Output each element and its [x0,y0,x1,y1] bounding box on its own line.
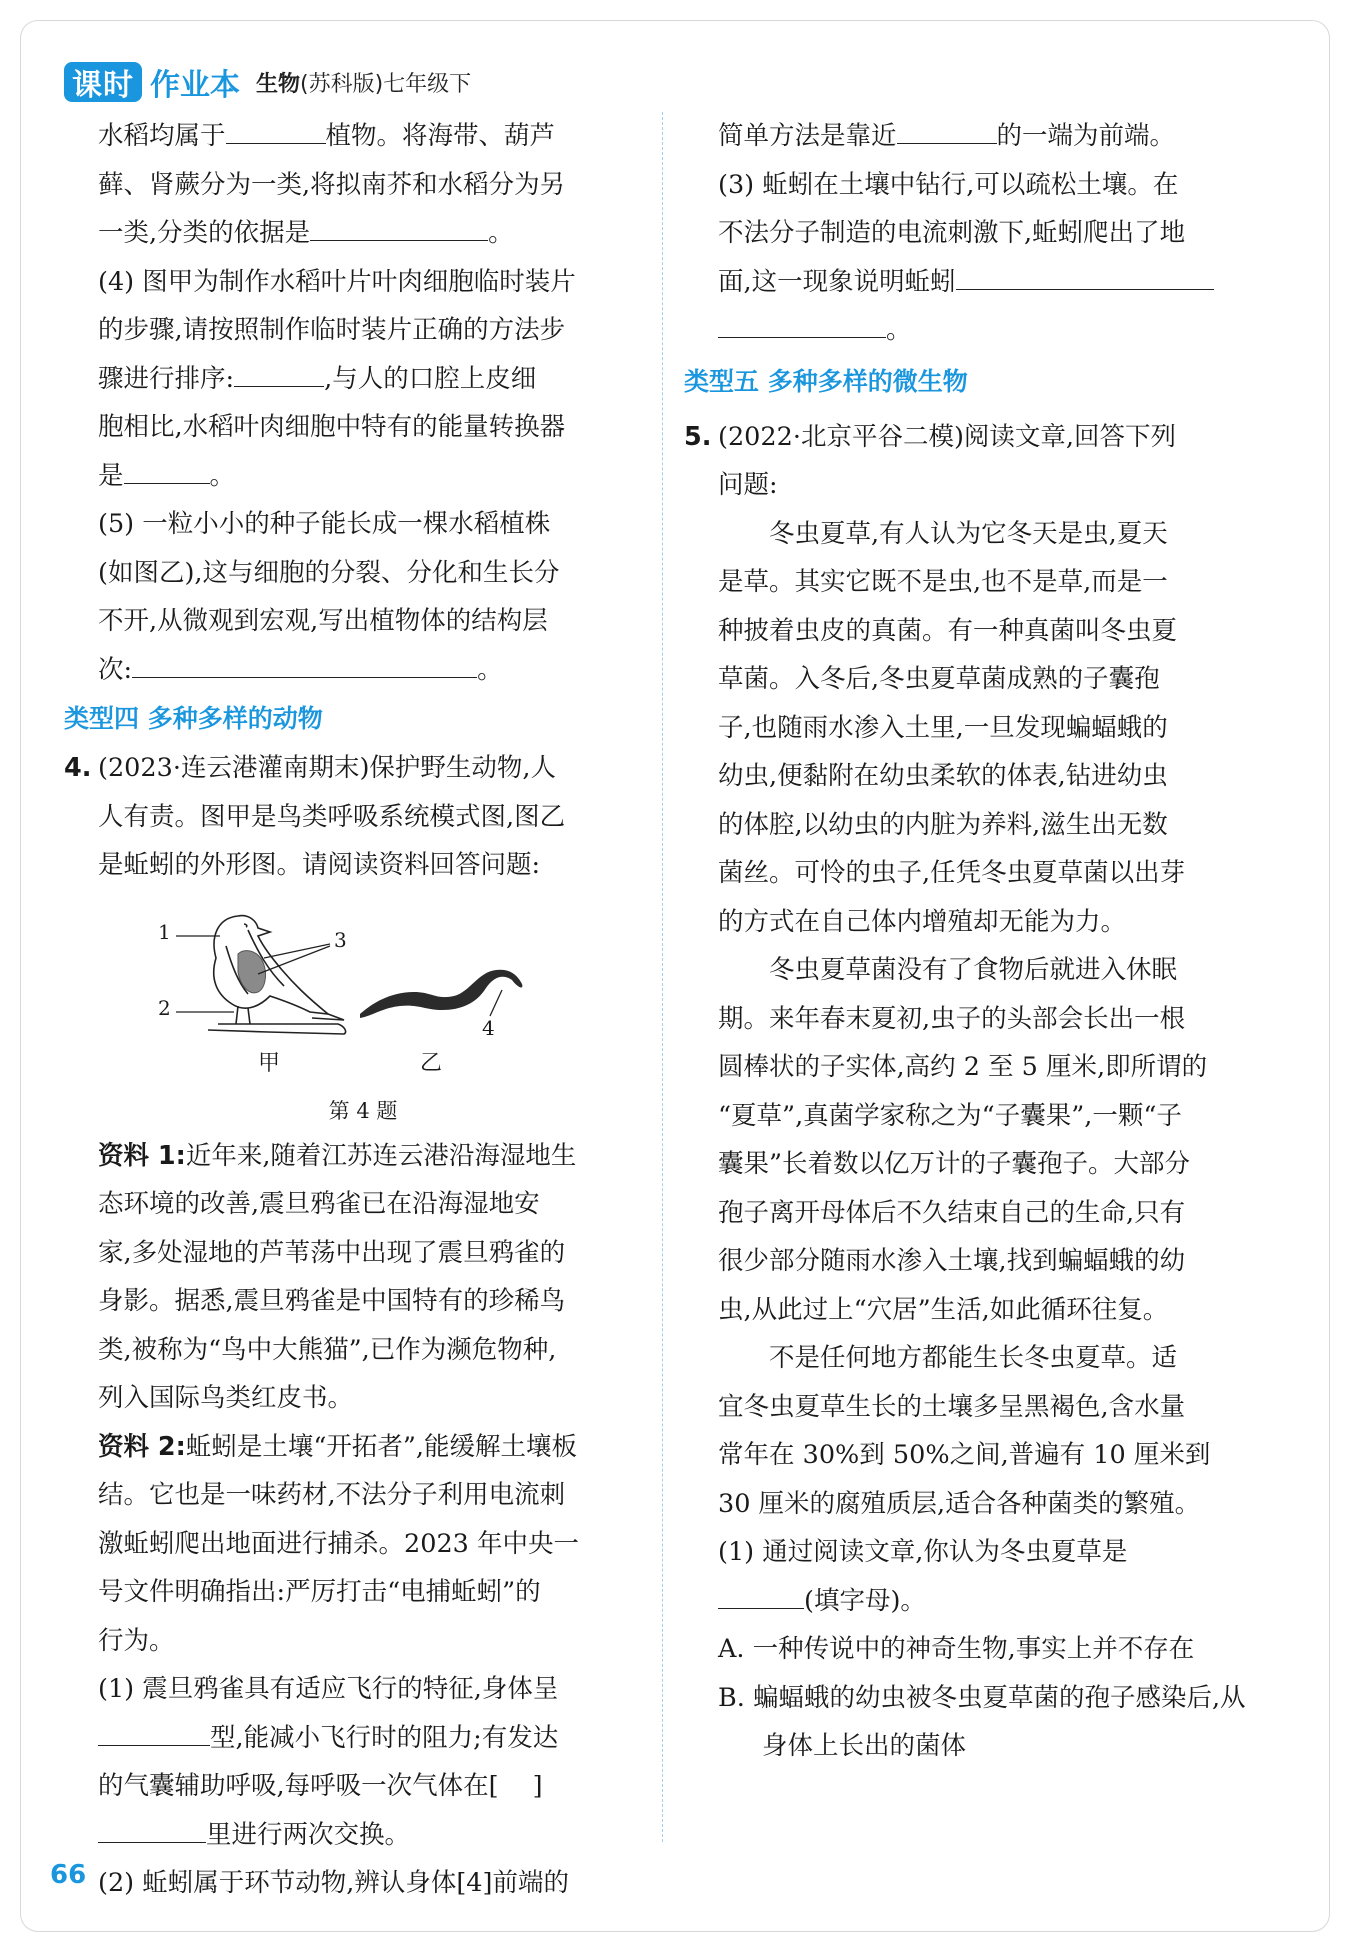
question-4-5: (5) 一粒小小的种子能长成一棵水稻植株 [98,509,551,539]
text-line: 骤进行排序: ,与人的口腔上皮细 [98,355,628,404]
text-line: 类,被称为“鸟中大熊猫”,已作为濒危物种, [98,1334,557,1365]
column-divider [662,112,663,1842]
article-line: 冬虫夏草,有人认为它冬天是虫,夏天 [769,518,1168,549]
bird-earthworm-illustration [98,896,628,1096]
text-line: 人有责。图甲是鸟类呼吸系统模式图,图乙 [98,801,566,832]
text-line: 结。它也是一味药材,不法分子利用电流刺 [98,1480,566,1510]
article-line: 宜冬虫夏草生长的土壤多呈黑褐色,含水量 [718,1391,1186,1422]
label-1: 1 [158,919,171,944]
text-line: 家,多处湿地的芦苇荡中出现了震旦鸦雀的 [98,1237,566,1268]
text-line: 型,能减小飞行时的阻力;有发达 [98,1714,628,1763]
figure-caption: 第 4 题 [328,1098,398,1123]
label-4: 4 [482,1015,495,1040]
text-line: 问题: [718,470,778,500]
article-line: 虫,从此过上“穴居”生活,如此循环往复。 [718,1294,1169,1325]
answer-blank[interactable] [310,210,488,241]
text-line: 胞相比,水稻叶肉细胞中特有的能量转换器 [98,412,566,442]
text-line: 。 [718,306,1250,355]
article-line: 菌丝。可怜的虫子,任凭冬虫夏草菌以出芽 [718,858,1186,888]
text-line: (填字母)。 [718,1577,1250,1626]
text-line: 面,这一现象说明蚯蚓 [718,258,1250,307]
article-line: 的体腔,以幼虫的内脏为养料,滋生出无数 [718,809,1168,840]
text-line: 是蚯蚓的外形图。请阅读资料回答问题: [98,850,541,880]
article-paragraph-1 [718,510,1250,947]
article-line: 囊果”长着数以亿万计的子囊孢子。大部分 [718,1149,1191,1179]
answer-blank[interactable] [718,307,886,338]
answer-blank[interactable] [132,647,477,678]
article-line: 很少部分随雨水渗入土壤,找到蝙蝠蛾的幼 [718,1246,1186,1276]
answer-blank[interactable] [124,453,210,484]
right-column [684,112,1250,1771]
article-paragraph-2 [718,946,1250,1334]
text-line: 不开,从微观到宏观,写出植物体的结构层 [98,606,548,636]
text-line: 行为。 [98,1625,175,1656]
page-header [64,60,471,104]
section-title-4: 类型四 多种多样的动物 [64,704,323,733]
answer-blank[interactable] [956,259,1214,290]
text-line: 一类,分类的依据是 。 [98,209,628,258]
label-2: 2 [158,995,171,1020]
text-line: 的步骤,请按照制作临时装片正确的方法步 [98,315,566,345]
bird-diagram [208,915,346,1033]
article-line: 子,也随雨水渗入土里,一旦发现蝙蝠蛾的 [718,712,1168,743]
label-3: 3 [334,927,347,952]
text-line: 不法分子制造的电流刺激下,蚯蚓爬出了地 [718,218,1186,248]
text-line: 藓、肾蕨分为一类,将拟南芥和水稻分为另 [98,169,566,200]
text-line: 的气囊辅助呼吸,每呼吸一次气体在[ ] [98,1771,543,1801]
text-line: 简单方法是靠近 的一端为前端。 [718,112,1250,161]
answer-blank[interactable] [98,1715,210,1746]
answer-blank[interactable] [234,356,324,387]
question-5-1: (1) 通过阅读文章,你认为冬虫夏草是 [718,1537,1128,1567]
article-line: 期。来年春末夏初,虫子的头部会长出一根 [718,1003,1186,1034]
question-4-2: (2) 蚯蚓属于环节动物,辨认身体[4]前端的 [98,1868,569,1898]
question-5: 5. (2022·北京平谷二模)阅读文章,回答下列 [684,421,1177,452]
article-line: 的方式在自己体内增殖却无能为力。 [718,906,1127,937]
question-4-3: (3) 蚯蚓在土壤中钻行,可以疏松土壤。在 [718,169,1179,200]
reference-1: 资料 1:近年来,随着江苏连云港沿海湿地生 [98,1140,577,1171]
article-paragraph-3 [718,1334,1250,1528]
article-line: 孢子离开母体后不久结束自己的生命,只有 [718,1197,1186,1228]
article-line: 种披着虫皮的真菌。有一种真菌叫冬虫夏 [718,615,1178,646]
text-line: 里进行两次交换。 [98,1811,628,1860]
text-line: 列入国际鸟类红皮书。 [98,1383,354,1413]
brand-title: 作业本 [150,68,240,103]
label-jia: 甲 [258,1050,281,1076]
article-line: 是草。其实它既不是虫,也不是草,而是一 [718,567,1168,597]
article-line: 30 厘米的腐殖质层,适合各种菌类的繁殖。 [718,1488,1201,1519]
text-line: 态环境的改善,震旦鸦雀已在沿海湿地安 [98,1189,540,1219]
article-line: 不是任何地方都能生长冬虫夏草。适 [769,1343,1178,1373]
article-line: 圆棒状的子实体,高约 2 至 5 厘米,即所谓的 [718,1052,1208,1082]
article-line: 幼虫,便黏附在幼虫柔软的体表,钻进幼虫 [718,761,1168,791]
article-line: 常年在 30%到 50%之间,普遍有 10 厘米到 [718,1440,1211,1470]
earthworm-diagram [360,969,522,1017]
question-4-4: (4) 图甲为制作水稻叶片叶肉细胞临时装片 [98,266,576,297]
text-line: 水稻均属于 植物。将海带、葫芦 [98,112,628,161]
option-b[interactable]: B. 蝙蝠蛾的幼虫被冬虫夏草菌的孢子感染后,从身体上长出的菌体 [718,1682,1246,1761]
answer-blank[interactable] [718,1578,804,1609]
text-line: 号文件明确指出:严厉打击“电捕蚯蚓”的 [98,1577,541,1607]
figure-4 [98,896,628,1096]
text-line: 身影。据悉,震旦鸦雀是中国特有的珍稀鸟 [98,1286,566,1316]
label-yi: 乙 [420,1050,443,1076]
answer-blank[interactable] [98,1812,206,1843]
brand-logo: 课时 [64,62,142,102]
answer-blank[interactable] [226,113,326,144]
question-4: 4. (2023·连云港灌南期末)保护野生动物,人 [64,753,557,783]
book-subject: 生物(苏科版)七年级下 [256,71,472,97]
text-line: 次: 。 [98,646,628,695]
section-title-5: 类型五 多种多样的微生物 [684,366,968,396]
answer-blank[interactable] [897,113,997,144]
option-a[interactable]: A. 一种传说中的神奇生物,事实上并不存在 [718,1634,1195,1664]
article-line: “夏草”,真菌学家称之为“子囊果”,一颗“子 [718,1100,1182,1131]
text-line: 是 。 [98,452,628,501]
text-line: (如图乙),这与细胞的分裂、分化和生长分 [98,557,560,588]
question-4-1: (1) 震旦鸦雀具有适应飞行的特征,身体呈 [98,1674,559,1704]
article-line: 冬虫夏草菌没有了食物后就进入休眠 [769,955,1178,985]
page-number: 66 [50,1860,87,1890]
article-line: 草菌。入冬后,冬虫夏草菌成熟的子囊孢 [718,664,1160,694]
text-line: 激蚯蚓爬出地面进行捕杀。2023 年中央一 [98,1528,580,1559]
reference-2: 资料 2:蚯蚓是土壤“开拓者”,能缓解土壤板 [98,1431,578,1462]
